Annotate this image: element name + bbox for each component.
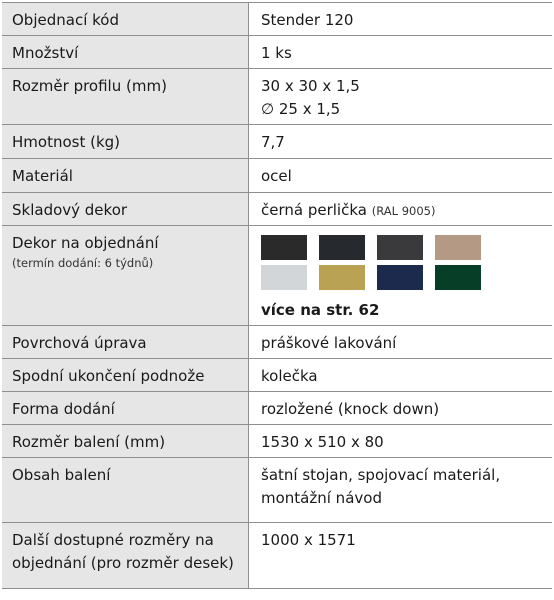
row-value: 7,7 xyxy=(249,125,553,159)
row-label: Rozměr profilu (mm) xyxy=(2,69,249,125)
table-row xyxy=(2,392,552,425)
value-note: (RAL 9005) xyxy=(371,204,436,218)
table-row xyxy=(2,226,552,326)
value-line: šatní stojan, spojovací materiál, xyxy=(261,466,501,484)
table-row xyxy=(2,359,552,392)
label-note: (termín dodání: 6 týdnů) xyxy=(12,256,154,270)
table-row xyxy=(2,193,552,226)
row-value: ocel xyxy=(249,159,553,193)
row-value xyxy=(249,193,553,226)
row-label: Obsah balení xyxy=(2,458,249,523)
table-row xyxy=(2,326,552,359)
table-row xyxy=(2,159,552,193)
row-value: práškové lakování xyxy=(249,326,553,359)
color-swatch xyxy=(319,265,365,290)
label-line: Další dostupné rozměry na xyxy=(12,531,214,549)
row-label: Skladový dekor xyxy=(2,193,249,226)
table-row xyxy=(2,458,552,523)
table-row xyxy=(2,523,552,589)
row-label xyxy=(2,226,249,326)
table-row xyxy=(2,125,552,159)
value-line: 30 x 30 x 1,5 xyxy=(261,77,360,95)
value-text: černá perlička xyxy=(261,201,367,219)
row-label: Objednací kód xyxy=(2,3,249,36)
row-value: 1 ks xyxy=(249,36,553,69)
row-value: 1000 x 1571 xyxy=(249,523,553,589)
value-line: ∅ 25 x 1,5 xyxy=(261,100,341,118)
color-swatch xyxy=(319,235,365,260)
color-swatch xyxy=(261,235,307,260)
color-swatches xyxy=(261,235,552,290)
row-label: Rozměr balení (mm) xyxy=(2,425,249,458)
row-label: Materiál xyxy=(2,159,249,193)
row-label xyxy=(2,523,249,589)
row-value: Stender 120 xyxy=(249,3,553,36)
color-swatch xyxy=(435,265,481,290)
spec-table xyxy=(2,2,552,589)
row-value: rozložené (knock down) xyxy=(249,392,553,425)
row-label: Množství xyxy=(2,36,249,69)
table-row xyxy=(2,36,552,69)
row-label: Povrchová úprava xyxy=(2,326,249,359)
table-row xyxy=(2,3,552,36)
label-line: objednání (pro rozměr desek) xyxy=(12,554,234,572)
value-line: montážní návod xyxy=(261,489,382,507)
row-value: kolečka xyxy=(249,359,553,392)
color-swatch xyxy=(377,235,423,260)
row-value xyxy=(249,458,553,523)
color-swatch xyxy=(261,265,307,290)
row-label: Forma dodání xyxy=(2,392,249,425)
row-value xyxy=(249,69,553,125)
table-row xyxy=(2,69,552,125)
color-swatch xyxy=(435,235,481,260)
label-text: Dekor na objednání xyxy=(12,234,159,252)
row-value: 1530 x 510 x 80 xyxy=(249,425,553,458)
table-row xyxy=(2,425,552,458)
color-swatch xyxy=(377,265,423,290)
row-value xyxy=(249,226,553,326)
more-link-text: více na str. 62 xyxy=(261,301,380,319)
row-label: Hmotnost (kg) xyxy=(2,125,249,159)
row-label: Spodní ukončení podnože xyxy=(2,359,249,392)
